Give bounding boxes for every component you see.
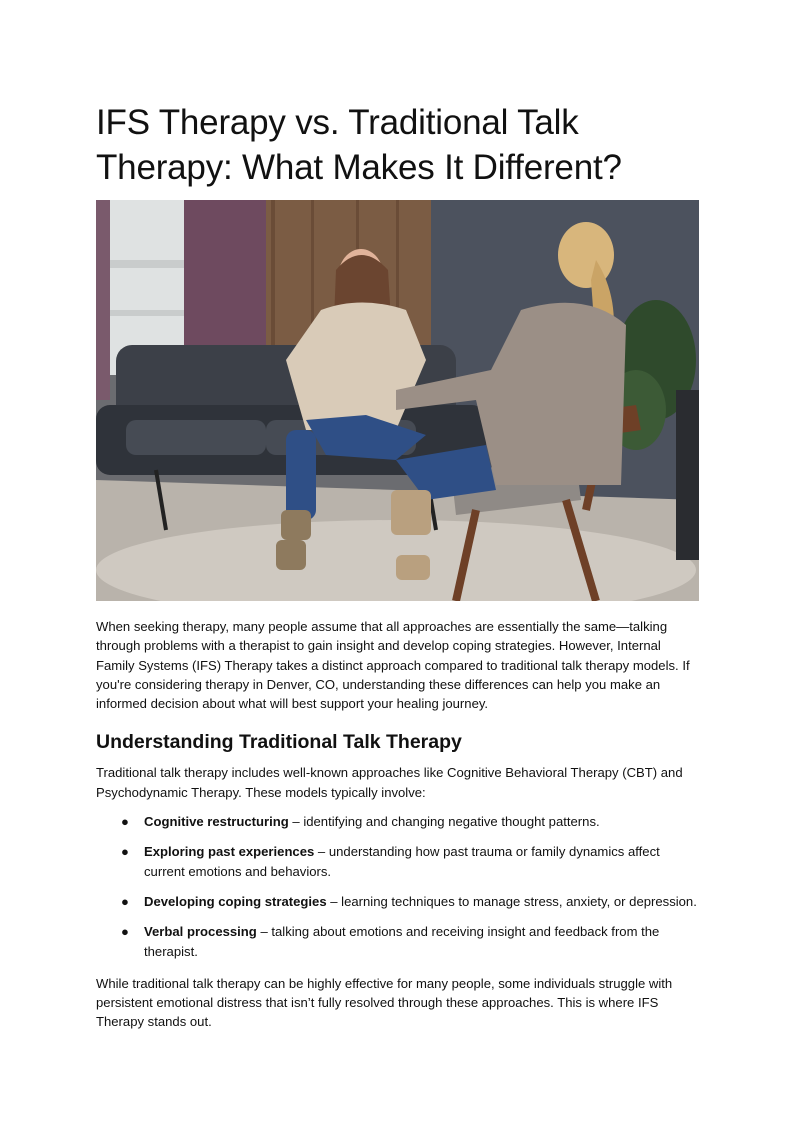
list-item-desc: – identifying and changing negative thought patterns. bbox=[288, 814, 600, 830]
bullet-icon: ● bbox=[121, 814, 129, 830]
closing-paragraph: While traditional talk therapy can be highly effective for many people, some individuals struggle with persistent emotional distress that isn’t fully resolved through these approaches. This is where IFS Therapy stands out. bbox=[96, 975, 673, 1030]
list-item-term: Cognitive restructuring bbox=[144, 814, 289, 830]
list-item-desc: – learning techniques to manage stress, anxiety, or depression. bbox=[326, 893, 697, 909]
bullet-icon: ● bbox=[121, 844, 129, 860]
list-item-term: Exploring past experiences bbox=[144, 844, 315, 860]
bullet-icon: ● bbox=[121, 924, 129, 940]
list-item-desc: – understanding how past trauma or family dynamics affect current emotions and behaviors. bbox=[144, 844, 660, 879]
approach-list bbox=[96, 812, 700, 961]
intro-paragraph: When seeking therapy, many people assume that all approaches are essentially the same—talking through problems with a therapist to gain insight and develop coping strategies. However, Internal Family Systems (IFS) Therapy takes a distinct approach compared to traditional talk therapy models. If you're considering therapy in Denver, CO, understanding these differences can help you make an informed decision about what will best support your healing journey. bbox=[96, 619, 690, 712]
list-item bbox=[96, 812, 700, 831]
bullet-icon: ● bbox=[121, 893, 129, 909]
section-intro-paragraph: Traditional talk therapy includes well-known approaches like Cognitive Behavioral Therapy (CBT) and Psychodynamic Therapy. These models typically involve: bbox=[96, 765, 683, 800]
article-title: IFS Therapy vs. Traditional Talk Therapy: What Makes It Different? bbox=[96, 103, 622, 187]
list-item-term: Verbal processing bbox=[144, 924, 257, 940]
document-page bbox=[96, 100, 700, 1032]
section-heading: Understanding Traditional Talk Therapy bbox=[96, 731, 462, 754]
list-item-desc: – talking about emotions and receiving insight and feedback from the therapist. bbox=[144, 924, 660, 959]
list-item bbox=[96, 892, 700, 911]
list-item bbox=[96, 842, 700, 881]
therapy-session-photo bbox=[96, 200, 699, 601]
list-item-term: Developing coping strategies bbox=[144, 893, 327, 909]
list-item bbox=[96, 922, 700, 961]
